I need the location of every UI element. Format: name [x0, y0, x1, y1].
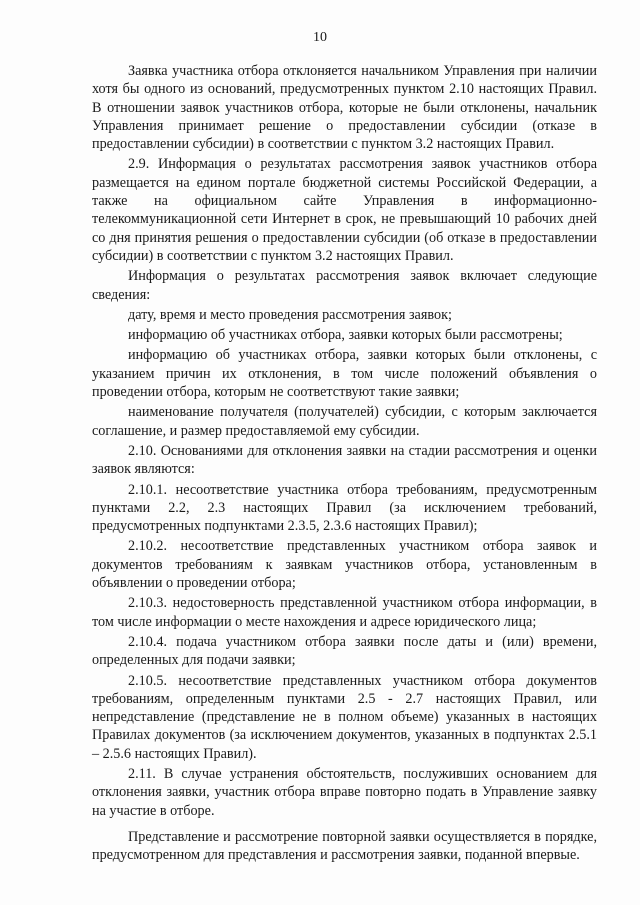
paragraph-2-10-2: 2.10.2. несоответствие представленных участником отбора заявок и документов требованиям к заявкам участников отбора, установленным в объявлении о проведении отбора; — [92, 538, 597, 592]
paragraph-info-contents: Информация о результатах рассмотрения заявок включает следующие сведения: — [92, 268, 597, 303]
page-number: 10 — [313, 30, 327, 45]
paragraph-2-10-4: 2.10.4. подача участником отбора заявки после даты и (или) времени, определенных для подачи заявки; — [92, 633, 597, 669]
paragraph-rejection: Заявка участника отбора отклоняется начальником Управления при наличии хотя бы одного из оснований, предусмотренных пунктом 2.10 настоящих Правил. В отношении заявок участников отбора, которые не были отклонены, начальник Управления принимает решение о предоставлении субсидии (отказе в предоставлении субсидии) в соответствии с пунктом 3.2 настоящих Правил. — [92, 63, 597, 153]
paragraph-2-10-1: 2.10.1. несоответствие участника отбора требованиям, предусмотренным пунктами 2.2, 2.3 настоящих Правил (за исключением требований, предусмотренных подпунктами 2.3.5, 2.3.6 настоящих Правил); — [92, 481, 597, 535]
document-body — [92, 62, 597, 866]
list-item-rejected: информацию об участниках отбора, заявки которых были отклонены, с указанием причин их отклонения, в том числе положений объявления о проведении отбора, которым не соответствуют такие заявки; — [92, 347, 597, 401]
list-item-recipient: наименование получателя (получателей) субсидии, с которым заключается соглашение, и размер предоставляемой ему субсидии. — [92, 404, 597, 439]
paragraph-repeat-application: Представление и рассмотрение повторной заявки осуществляется в порядке, предусмотренном для представления и рассмотрения заявки, поданной впервые. — [92, 828, 597, 864]
paragraph-2-11: 2.11. В случае устранения обстоятельств, послуживших основанием для отклонения заявки, участник отбора вправе повторно подать в Управление заявку на участие в отборе. — [92, 765, 597, 819]
list-item-reviewed: информацию об участниках отбора, заявки которых были рассмотрены; — [128, 327, 563, 344]
paragraph-2-10-5: 2.10.5. несоответствие представленных участником отбора документов требованиям, определенным пунктами 2.5 - 2.7 настоящих Правил, или непредставление (представление не в полном объеме) указанных в настоящих Правилах документов (за исключением документов, указанных в подпунктах 2.5.1 – 2.5.6 настоящих Правил). — [92, 672, 597, 762]
paragraph-2-10-3: 2.10.3. недостоверность представленной участником отбора информации, в том числе информации о месте нахождения и адресе юридического лица; — [92, 595, 597, 630]
paragraph-2-10: 2.10. Основаниями для отклонения заявки на стадии рассмотрения и оценки заявок являются: — [92, 442, 597, 478]
paragraph-2-9: 2.9. Информация о результатах рассмотрения заявок участников отбора размещается на едином портале бюджетной системы Российской Федерации, а также на официальном сайте Управления в информационно-телекоммуникационной сети Интернет в срок, не превышающий 10 рабочих дней со дня принятия решения о предоставлении субсидии (об отказе в предоставлении субсидии) в соответствии с пунктом 3.2 настоящих Правил. — [92, 156, 597, 264]
list-item-date: дату, время и место проведения рассмотрения заявок; — [128, 306, 452, 323]
